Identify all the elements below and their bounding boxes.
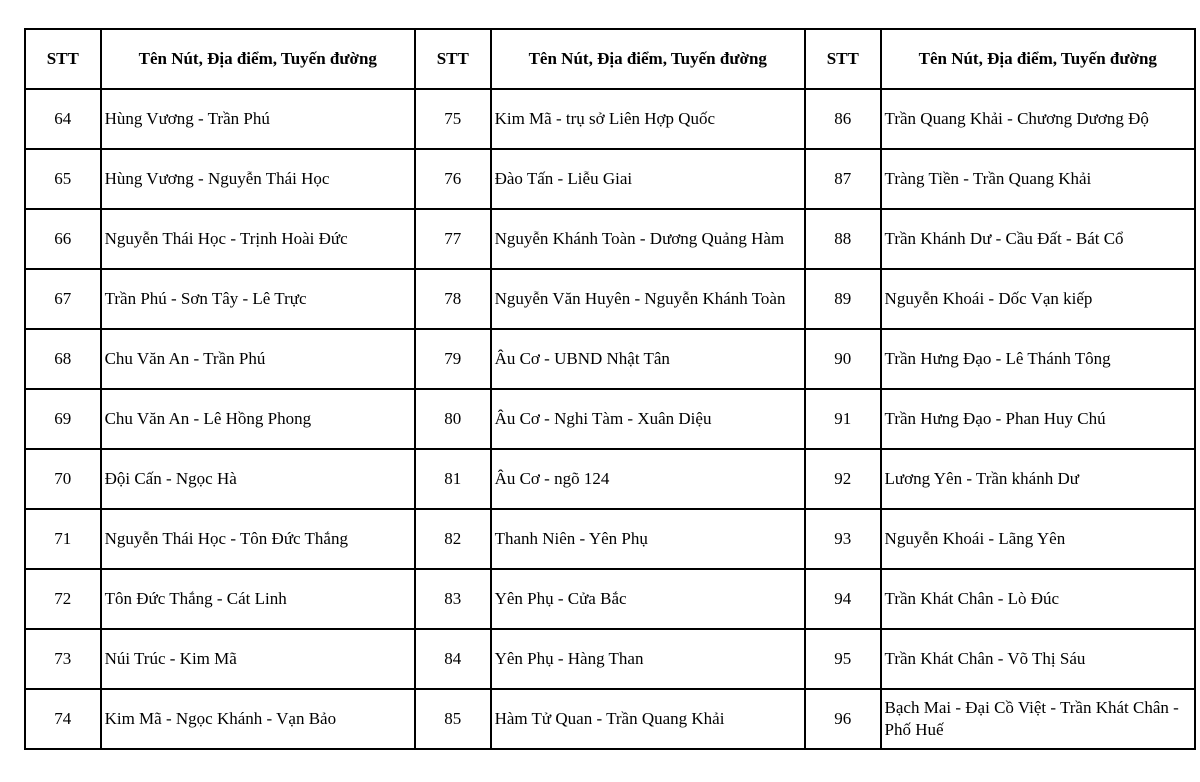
table-row (25, 569, 1195, 629)
stt-cell: 85 (415, 689, 491, 749)
header-name: Tên Nút, Địa điểm, Tuyến đường (101, 29, 415, 89)
stt-cell: 75 (415, 89, 491, 149)
location-name-cell: Hàm Tử Quan - Trần Quang Khải (491, 689, 805, 749)
table-row (25, 449, 1195, 509)
table-row (25, 89, 1195, 149)
stt-cell: 88 (805, 209, 881, 269)
stt-cell: 73 (25, 629, 101, 689)
location-name-cell: Âu Cơ - ngõ 124 (491, 449, 805, 509)
location-name-cell: Nguyễn Thái Học - Trịnh Hoài Đức (101, 209, 415, 269)
location-name-cell: Nguyễn Thái Học - Tôn Đức Thắng (101, 509, 415, 569)
stt-cell: 68 (25, 329, 101, 389)
location-name-cell: Bạch Mai - Đại Cồ Việt - Trần Khát Chân - Phố Huế (881, 689, 1195, 749)
location-name-cell: Nguyễn Khoái - Lãng Yên (881, 509, 1195, 569)
stt-cell: 79 (415, 329, 491, 389)
intersection-table (24, 28, 1196, 750)
stt-cell: 82 (415, 509, 491, 569)
stt-cell: 95 (805, 629, 881, 689)
stt-cell: 69 (25, 389, 101, 449)
stt-cell: 90 (805, 329, 881, 389)
location-name-cell: Yên Phụ - Cửa Bắc (491, 569, 805, 629)
table-row (25, 629, 1195, 689)
location-name-cell: Thanh Niên - Yên Phụ (491, 509, 805, 569)
header-stt: STT (805, 29, 881, 89)
location-name-cell: Núi Trúc - Kim Mã (101, 629, 415, 689)
location-name-cell: Trần Quang Khải - Chương Dương Độ (881, 89, 1195, 149)
stt-cell: 87 (805, 149, 881, 209)
location-name-cell: Chu Văn An - Lê Hồng Phong (101, 389, 415, 449)
stt-cell: 93 (805, 509, 881, 569)
table-row (25, 329, 1195, 389)
table-row (25, 389, 1195, 449)
stt-cell: 91 (805, 389, 881, 449)
table-row (25, 509, 1195, 569)
stt-cell: 81 (415, 449, 491, 509)
header-name: Tên Nút, Địa điểm, Tuyến đường (491, 29, 805, 89)
location-name-cell: Kim Mã - trụ sở Liên Hợp Quốc (491, 89, 805, 149)
stt-cell: 66 (25, 209, 101, 269)
stt-cell: 74 (25, 689, 101, 749)
location-name-cell: Lương Yên - Trần khánh Dư (881, 449, 1195, 509)
stt-cell: 83 (415, 569, 491, 629)
stt-cell: 92 (805, 449, 881, 509)
stt-cell: 84 (415, 629, 491, 689)
location-name-cell: Kim Mã - Ngọc Khánh - Vạn Bảo (101, 689, 415, 749)
location-name-cell: Âu Cơ - UBND Nhật Tân (491, 329, 805, 389)
location-name-cell: Đào Tấn - Liễu Giai (491, 149, 805, 209)
stt-cell: 77 (415, 209, 491, 269)
table-row (25, 149, 1195, 209)
stt-cell: 80 (415, 389, 491, 449)
location-name-cell: Hùng Vương - Nguyễn Thái Học (101, 149, 415, 209)
location-name-cell: Hùng Vương - Trần Phú (101, 89, 415, 149)
stt-cell: 64 (25, 89, 101, 149)
location-name-cell: Nguyễn Khánh Toàn - Dương Quảng Hàm (491, 209, 805, 269)
location-name-cell: Trần Khát Chân - Lò Đúc (881, 569, 1195, 629)
stt-cell: 78 (415, 269, 491, 329)
stt-cell: 89 (805, 269, 881, 329)
table-row (25, 689, 1195, 749)
location-name-cell: Đội Cấn - Ngọc Hà (101, 449, 415, 509)
location-name-cell: Âu Cơ - Nghi Tàm - Xuân Diệu (491, 389, 805, 449)
location-name-cell: Tôn Đức Thắng - Cát Linh (101, 569, 415, 629)
stt-cell: 67 (25, 269, 101, 329)
location-name-cell: Trần Khát Chân - Võ Thị Sáu (881, 629, 1195, 689)
location-name-cell: Trần Khánh Dư - Cầu Đất - Bát Cổ (881, 209, 1195, 269)
stt-cell: 86 (805, 89, 881, 149)
stt-cell: 96 (805, 689, 881, 749)
table-body (25, 89, 1195, 749)
location-name-cell: Chu Văn An - Trần Phú (101, 329, 415, 389)
location-name-cell: Yên Phụ - Hàng Than (491, 629, 805, 689)
stt-cell: 71 (25, 509, 101, 569)
location-name-cell: Nguyễn Khoái - Dốc Vạn kiếp (881, 269, 1195, 329)
table-header (25, 29, 1195, 89)
header-row (25, 29, 1195, 89)
location-name-cell: Trần Hưng Đạo - Phan Huy Chú (881, 389, 1195, 449)
table-row (25, 269, 1195, 329)
header-stt: STT (415, 29, 491, 89)
location-name-cell: Trần Phú - Sơn Tây - Lê Trực (101, 269, 415, 329)
stt-cell: 94 (805, 569, 881, 629)
header-stt: STT (25, 29, 101, 89)
stt-cell: 72 (25, 569, 101, 629)
location-name-cell: Nguyễn Văn Huyên - Nguyễn Khánh Toàn (491, 269, 805, 329)
location-name-cell: Tràng Tiền - Trần Quang Khải (881, 149, 1195, 209)
stt-cell: 76 (415, 149, 491, 209)
location-name-cell: Trần Hưng Đạo - Lê Thánh Tông (881, 329, 1195, 389)
stt-cell: 70 (25, 449, 101, 509)
header-name: Tên Nút, Địa điểm, Tuyến đường (881, 29, 1195, 89)
table-row (25, 209, 1195, 269)
stt-cell: 65 (25, 149, 101, 209)
